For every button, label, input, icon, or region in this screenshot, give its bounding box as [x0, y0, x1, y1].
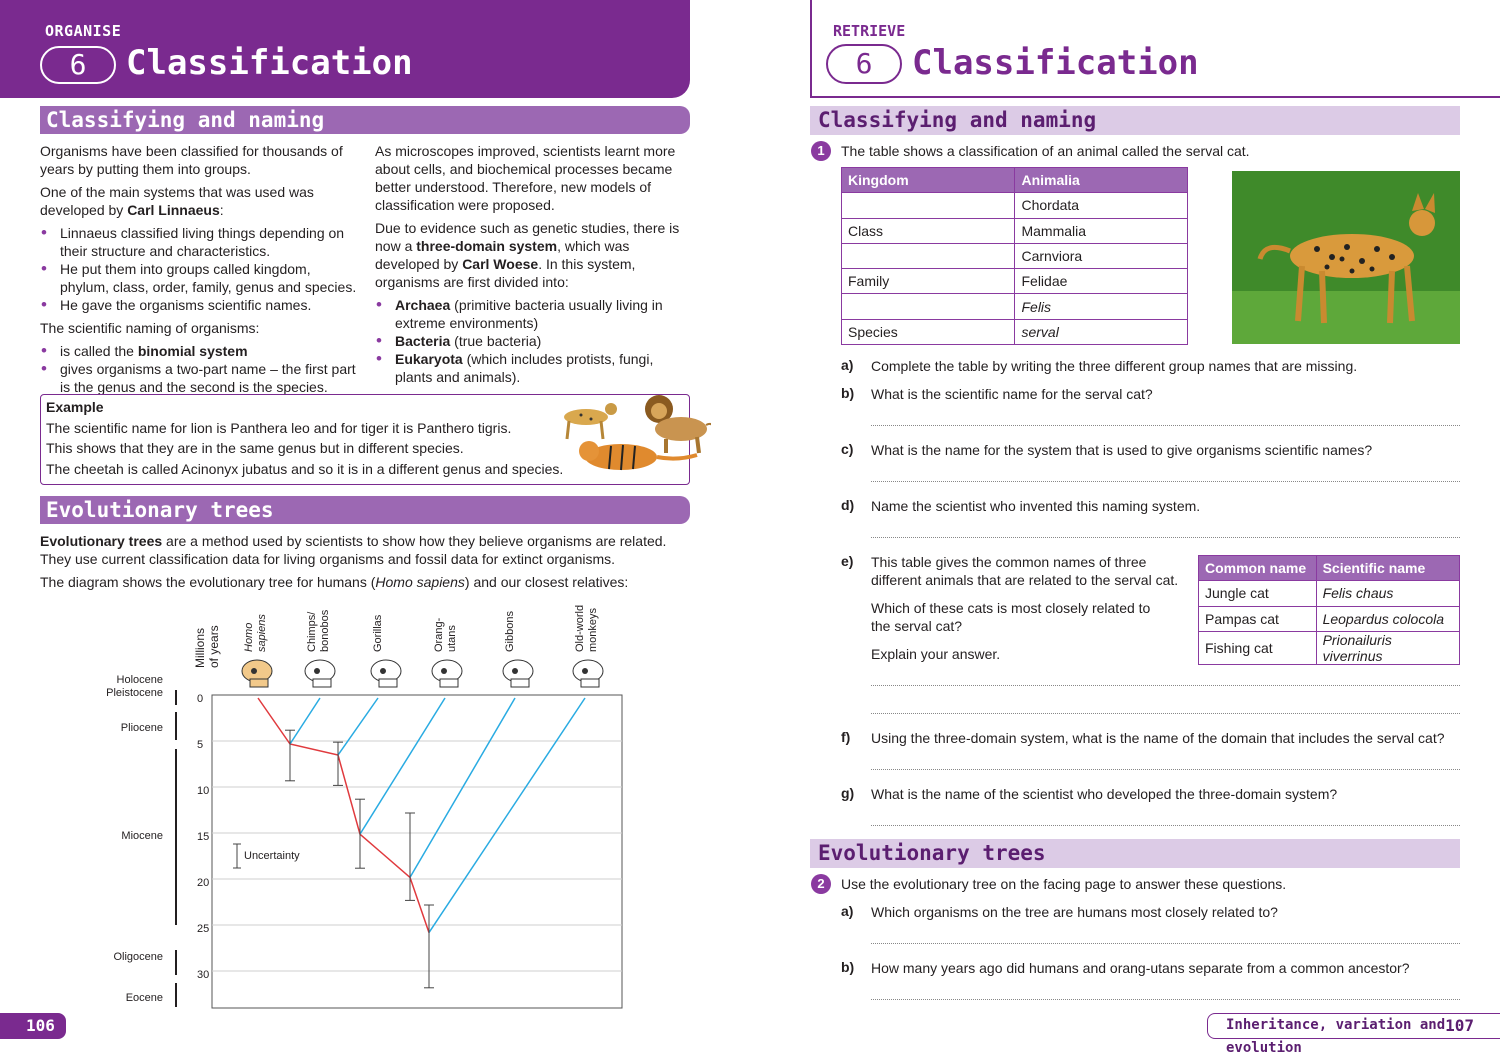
question-number: 1 [811, 141, 831, 161]
y-axis-label: Millions [193, 627, 207, 668]
species-label: utans [446, 625, 458, 652]
section-heading-classifying: Classifying and naming [810, 106, 1460, 135]
serval-cat-photo [1232, 171, 1460, 344]
paragraph: The diagram shows the evolutionary tree for humans (Homo sapiens) and our closest relatives: [40, 574, 629, 590]
bullet-list [375, 296, 685, 386]
answer-line[interactable] [871, 943, 1460, 944]
species-label: Homo [243, 622, 255, 652]
organise-kicker: ORGANISE [45, 22, 122, 40]
legend-label: Uncertainty [244, 850, 300, 862]
table-cell: Fishing cat [1199, 631, 1317, 664]
table-cell: Prionailuris viverrinus [1316, 631, 1459, 664]
question-label: a) [841, 357, 854, 373]
question-text: What is the name of the scientist who developed the three-domain system? [871, 786, 1338, 802]
paragraph: As microscopes improved, scientists learnt more about cells, and biochemical processes became better understood. Therefore, new models of classification were proposed. [375, 143, 676, 213]
retrieve-kicker: RETRIEVE [833, 22, 906, 40]
list-item: • He gave the organisms scientific names. [40, 296, 360, 314]
skull-icon [242, 660, 272, 687]
bullet-list [40, 224, 360, 314]
page-number: 107 [1445, 1016, 1474, 1035]
y-tick-label: 30 [197, 969, 210, 981]
evo-intro [40, 532, 690, 596]
question-text: Complete the table by writing the three different group names that are missing. [871, 358, 1358, 374]
left-header [0, 0, 690, 98]
answer-line[interactable] [871, 769, 1460, 770]
table-cell: Family [842, 269, 1015, 294]
big-cats-illustration [551, 391, 711, 483]
skull-icon [371, 660, 401, 687]
table-cell: Felidae [1015, 269, 1188, 294]
table-row [842, 218, 1188, 243]
chapter-number: 6 [40, 46, 116, 84]
question-text: The table shows a classification of an animal called the serval cat. [841, 143, 1250, 159]
table-cell: Common name [1199, 556, 1317, 581]
species-label: Orang- [433, 617, 445, 652]
y-tick-label: 5 [197, 739, 204, 751]
table-cell: Animalia [1015, 168, 1188, 193]
species-label: Old-world [574, 604, 586, 652]
answer-line[interactable] [871, 537, 1460, 538]
table-cell: Jungle cat [1199, 581, 1317, 606]
skull-icon [305, 660, 335, 687]
question-text: Using the three-domain system, what is the name of the domain that includes the serval cat? [871, 730, 1445, 746]
question-label: a) [841, 903, 854, 919]
answer-line[interactable] [871, 425, 1460, 426]
epoch-label: Pliocene [120, 722, 163, 734]
page-title: Classification [912, 43, 1199, 83]
table-cell[interactable] [842, 243, 1015, 268]
list-item: • Archaea (primitive bacteria usually living in extreme environments) [375, 296, 685, 332]
table-row [842, 243, 1188, 268]
chapter-number: 6 [826, 44, 902, 84]
epoch-label: Oligocene [113, 951, 163, 963]
column-1 [40, 142, 360, 401]
epoch-label: Eocene [125, 992, 163, 1004]
classification-table [841, 167, 1188, 345]
paragraph: Organisms have been classified for thousands of years by putting them into groups. [40, 143, 343, 177]
y-tick-label: 25 [197, 923, 210, 935]
example-line: This shows that they are in the same genus but in different species. [46, 440, 464, 456]
table-cell: Leopardus colocola [1316, 606, 1459, 631]
epoch-label: Pleistocene [106, 687, 163, 699]
cats-table [1198, 555, 1460, 665]
question-text: Use the evolutionary tree on the facing page to answer these questions. [841, 876, 1287, 892]
question-label: e) [841, 553, 854, 569]
question-text: This table gives the common names of three different animals that are related to the serval cat. [871, 554, 1179, 588]
chapter-title: Inheritance, variation and evolution [1226, 1017, 1446, 1056]
answer-line[interactable] [871, 685, 1460, 686]
table-row [1199, 581, 1460, 606]
page-title: Classification [126, 43, 413, 83]
example-heading: Example [46, 399, 104, 415]
evolutionary-tree-diagram [0, 595, 700, 1015]
skull-icon [573, 660, 603, 687]
table-row [1199, 631, 1460, 664]
table-cell: serval [1015, 319, 1188, 344]
question-label: d) [841, 497, 855, 513]
species-labels [242, 605, 603, 687]
species-label: Gorillas [372, 614, 384, 652]
table-cell: Class [842, 218, 1015, 243]
table-cell[interactable] [842, 193, 1015, 218]
table-row [842, 294, 1188, 319]
question-text: Which organisms on the tree are humans most closely related to? [871, 904, 1278, 920]
list-item: • Linnaeus classified living things depending on their structure and characteristics. [40, 224, 360, 260]
table-cell: Kingdom [842, 168, 1015, 193]
table-row [842, 319, 1188, 344]
table-cell: Mammalia [1015, 218, 1188, 243]
question-label: f) [841, 729, 851, 745]
section-heading-classifying: Classifying and naming [40, 106, 690, 134]
page-number: 106 [0, 1013, 66, 1039]
table-row [842, 269, 1188, 294]
bullet-list [40, 342, 360, 396]
list-item: • He put them into groups called kingdom, phylum, class, order, family, genus and species. [40, 260, 360, 296]
question-text: What is the name for the system that is used to give organisms scientific names? [871, 442, 1373, 458]
species-label: monkeys [587, 607, 599, 652]
paragraph: Evolutionary trees are a method used by scientists to show how they believe organisms are related. They use current classification data for living organisms and fossil data for extinct organisms. [40, 533, 667, 567]
y-tick-label: 20 [197, 877, 210, 889]
table-cell: Felis [1015, 294, 1188, 319]
example-line: The cheetah is called Acinonyx jubatus and so it is in a different genus and species. [46, 460, 564, 477]
example-line: The scientific name for lion is Panthera leo and for tiger it is Panthero tigris. [46, 419, 512, 436]
table-cell[interactable] [842, 294, 1015, 319]
answer-line[interactable] [871, 999, 1460, 1000]
y-ticks [197, 693, 209, 981]
question-text: Explain your answer. [871, 646, 1001, 662]
table-cell: Carnviora [1015, 243, 1188, 268]
lion-icon [645, 395, 711, 453]
table-cell: Species [842, 319, 1015, 344]
table-row [1199, 556, 1460, 581]
y-tick-label: 0 [197, 693, 204, 705]
example-box [40, 394, 690, 485]
epoch-label: Miocene [121, 830, 163, 842]
species-label: Gibbons [504, 611, 516, 652]
paragraph: The scientific naming of organisms: [40, 320, 260, 336]
question-number: 2 [811, 874, 831, 894]
species-label: bonobos [319, 609, 331, 652]
question-text: Which of these cats is most closely related to the serval cat? [871, 600, 1151, 634]
y-tick-label: 10 [197, 785, 210, 797]
section-heading-evolutionary: Evolutionary trees [40, 496, 690, 524]
list-item: • is called the binomial system [40, 342, 360, 360]
table-cell: Chordata [1015, 193, 1188, 218]
tiger-icon [579, 441, 697, 470]
question-text: How many years ago did humans and orang-utans separate from a common ancestor? [871, 960, 1410, 976]
list-item: • gives organisms a two-part name – the first part is the genus and the second is the species. [40, 360, 360, 396]
cheetah-icon [564, 403, 617, 439]
table-cell: Scientific name [1316, 556, 1459, 581]
skull-icon [503, 660, 533, 687]
column-2 [375, 142, 685, 391]
question-text: What is the scientific name for the serval cat? [871, 386, 1153, 402]
footer [1207, 1013, 1500, 1056]
table-row [1199, 606, 1460, 631]
list-item: • Eukaryota (which includes protists, fungi, plants and animals). [375, 350, 685, 386]
question-label: c) [841, 441, 854, 457]
section-heading-evolutionary: Evolutionary trees [810, 839, 1460, 868]
question-label: g) [841, 785, 855, 801]
answer-line[interactable] [871, 713, 1460, 714]
paragraph: Due to evidence such as genetic studies, there is now a three-domain system, which was developed by Carl Woese. In this system, organisms are first divided into: [375, 220, 680, 290]
answer-line[interactable] [871, 481, 1460, 482]
table-cell: Felis chaus [1316, 581, 1459, 606]
right-page [750, 0, 1500, 1064]
skull-icon [432, 660, 462, 687]
paragraph: One of the main systems that was used was developed by Carl Linnaeus: [40, 184, 314, 218]
question-text: Name the scientist who invented this naming system. [871, 498, 1201, 514]
table-cell: Pampas cat [1199, 606, 1317, 631]
table-row [842, 193, 1188, 218]
y-tick-label: 15 [197, 831, 210, 843]
list-item: • Bacteria (true bacteria) [375, 332, 685, 350]
answer-line[interactable] [871, 825, 1460, 826]
species-label: Chimps/ [306, 611, 318, 652]
epoch-labels [106, 674, 176, 1007]
question-label: b) [841, 385, 855, 401]
species-label: sapiens [256, 614, 268, 652]
table-row [842, 168, 1188, 193]
question-label: b) [841, 959, 855, 975]
epoch-label: Holocene [116, 674, 163, 686]
y-axis-label: of years [207, 625, 221, 668]
